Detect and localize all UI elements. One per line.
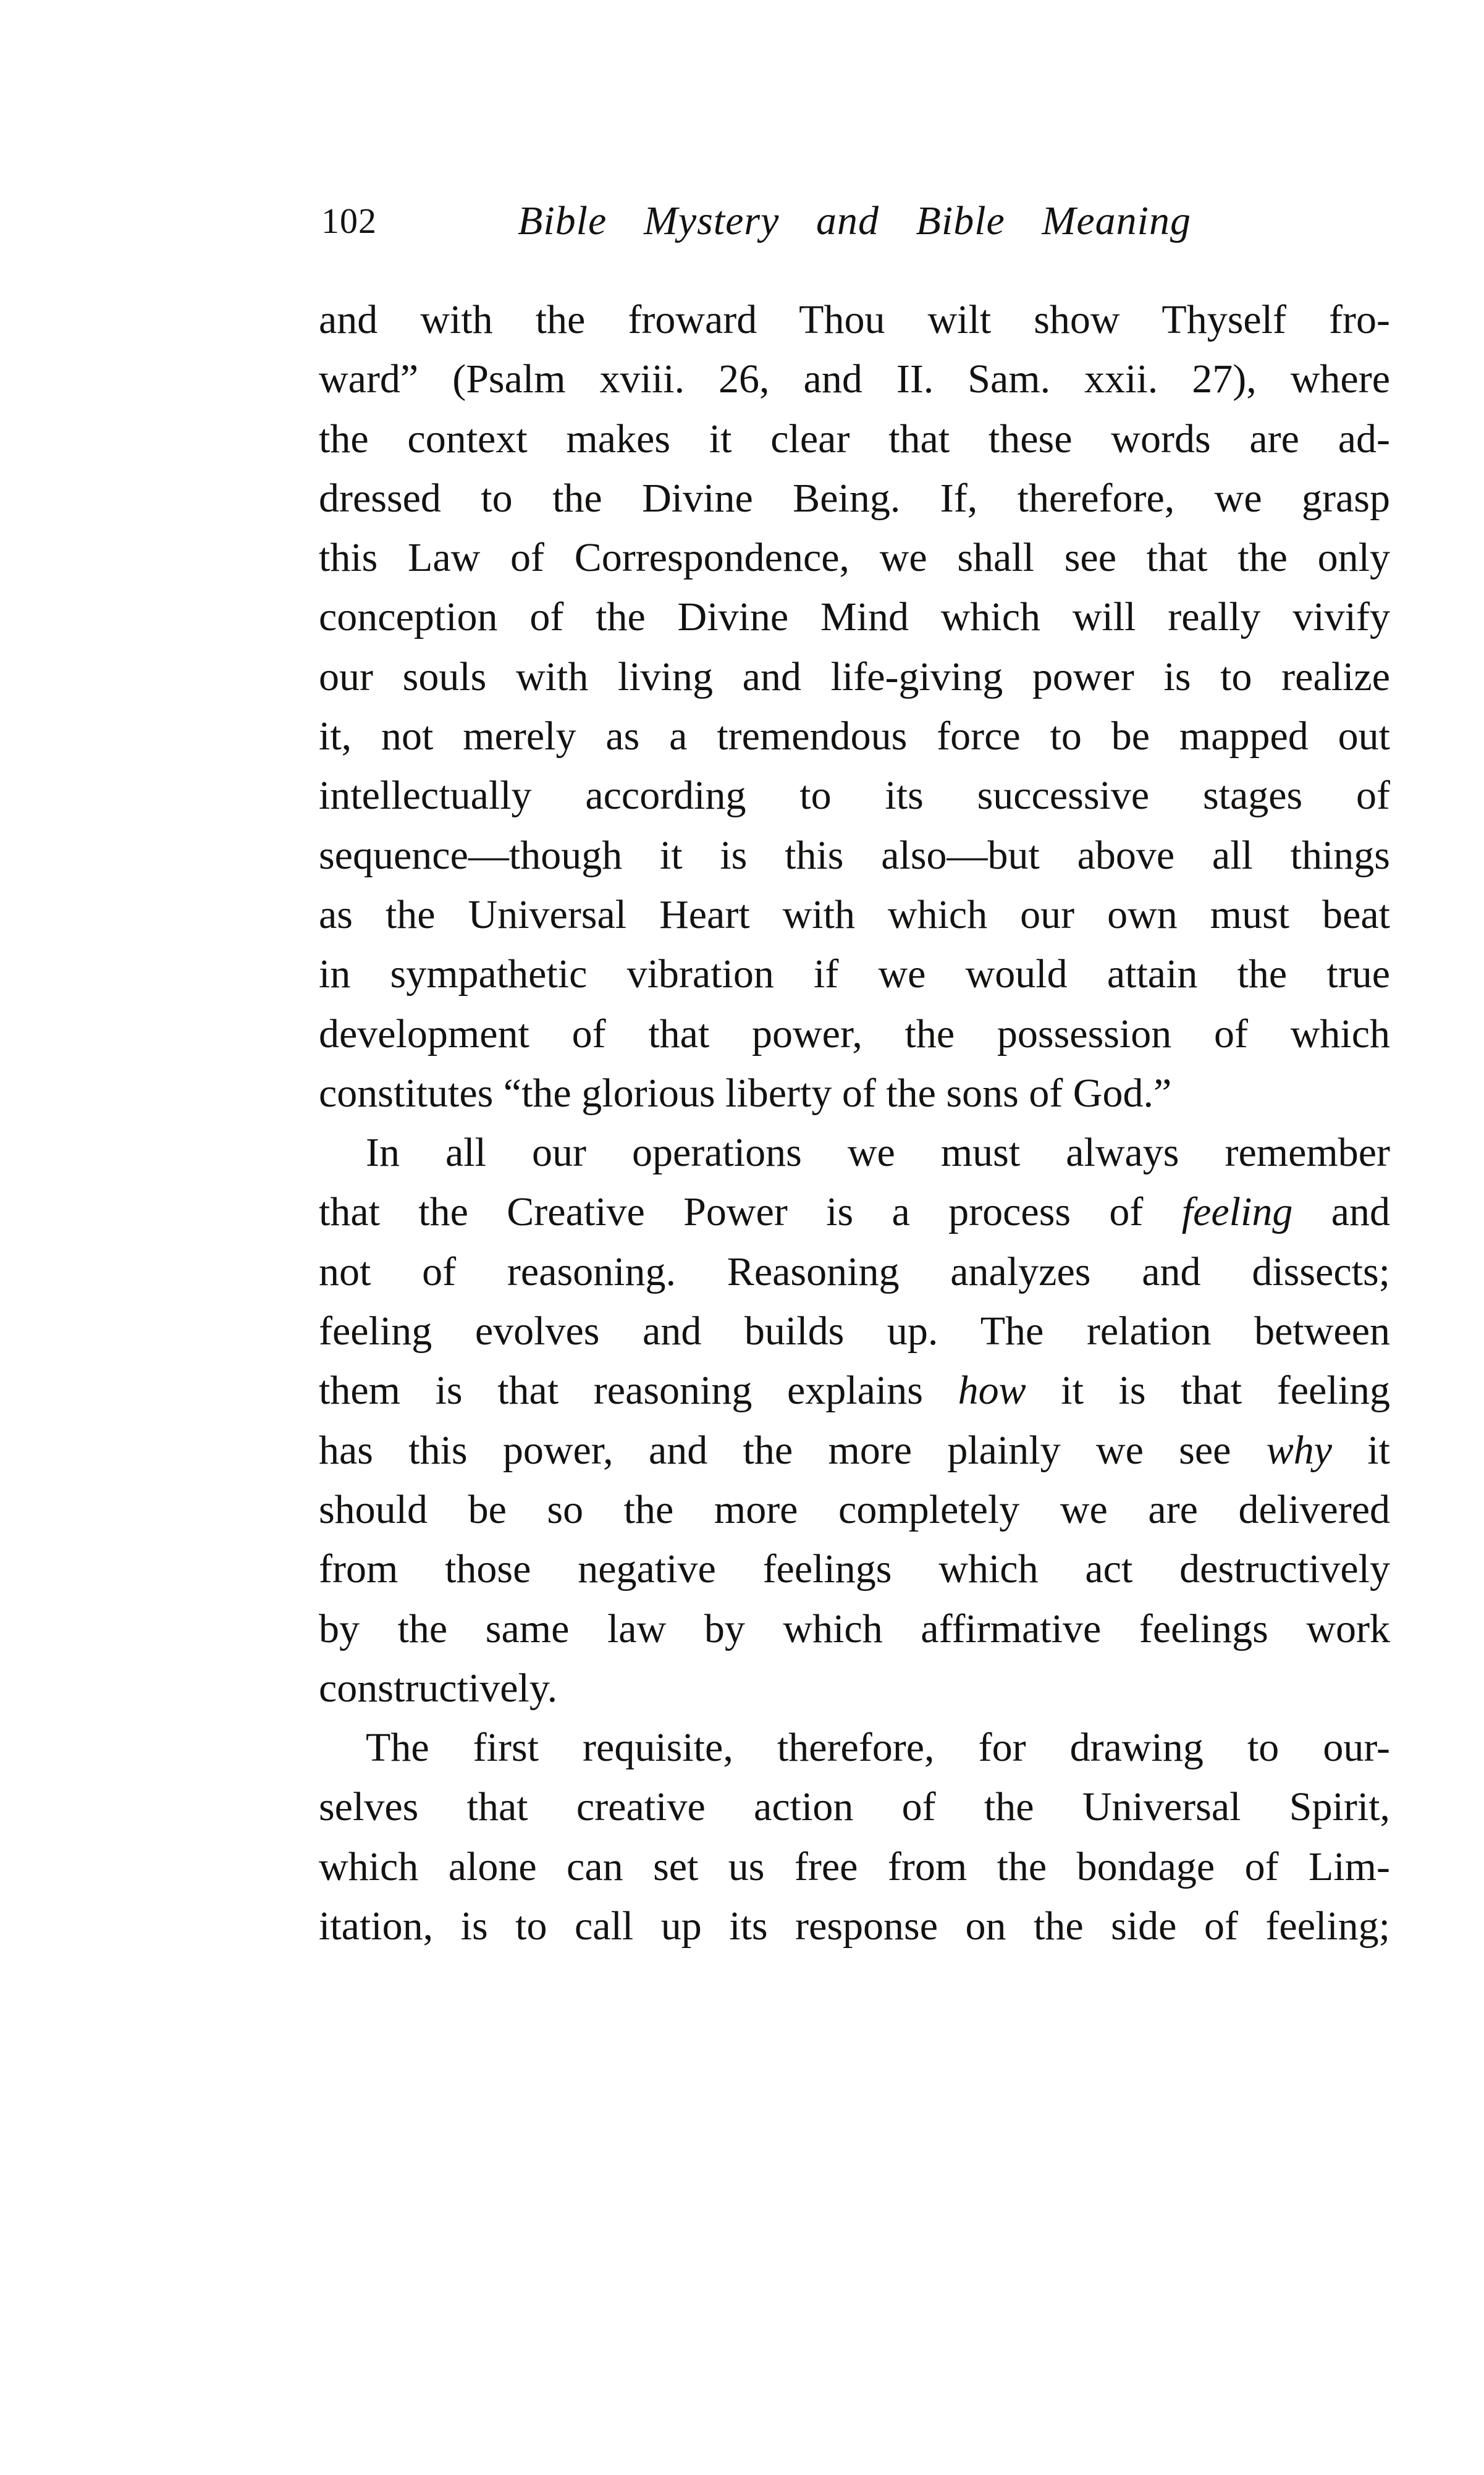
text-line: has this power, and the more plainly we see why it — [319, 1427, 1390, 1473]
text-line: which alone can set us free from the bondage of Lim- — [319, 1844, 1390, 1889]
text-line: constitutes “the glorious liberty of the sons of God.” — [319, 1070, 1172, 1116]
text-line: not of reasoning. Reasoning analyzes and dissects; — [319, 1249, 1390, 1294]
text-line: itation, is to call up its response on the side of feeling; — [319, 1904, 1390, 1949]
text-line: feeling evolves and builds up. The relation between — [319, 1309, 1390, 1354]
text-line: development of that power, the possession of which — [319, 1011, 1390, 1056]
text-line: ward” (Psalm xviii. 26, and II. Sam. xxii. 27), where — [319, 356, 1390, 402]
text-line: it, not merely as a tremendous force to be mapped out — [319, 714, 1390, 759]
text-line: in sympathetic vibration if we would attain the true — [319, 951, 1390, 997]
text-line: selves that creative action of the Universal Spirit, — [319, 1784, 1390, 1830]
text-line: conception of the Divine Mind which will really vivify — [319, 594, 1390, 640]
running-title: Bible Mystery and Bible Meaning — [518, 198, 1191, 243]
text-line: should be so the more completely we are delivered — [319, 1486, 1390, 1532]
text-line: sequence—though it is this also—but above all things — [319, 832, 1390, 878]
page-number: 102 — [321, 201, 377, 241]
emphasis: why — [1266, 1427, 1333, 1473]
text-line: that the Creative Power is a process of feeling and — [319, 1189, 1390, 1235]
text-line: them is that reasoning explains how it is that feeling — [319, 1368, 1391, 1414]
text-line: intellectually according to its successive stages of — [319, 773, 1390, 819]
text-line: this Law of Correspondence, we shall see that the only — [319, 535, 1390, 581]
text-line: constructively. — [319, 1665, 558, 1711]
text-line: from those negative feelings which act destructively — [319, 1546, 1390, 1592]
text-line-paragraph-start: The first requisite, therefore, for drawing to our- — [366, 1725, 1390, 1771]
text-line: as the Universal Heart with which our own must beat — [319, 892, 1390, 937]
text-line: by the same law by which affirmative feelings work — [319, 1606, 1390, 1651]
emphasis: how — [958, 1368, 1026, 1414]
text-line: our souls with living and life-giving power is to realize — [319, 654, 1390, 699]
emphasis: feeling — [1181, 1189, 1293, 1235]
text-line: the context makes it clear that these words are ad- — [319, 416, 1390, 462]
text-line: dressed to the Divine Being. If, therefore, we grasp — [319, 475, 1390, 521]
text-line-paragraph-start: In all our operations we must always remember — [366, 1130, 1390, 1176]
body-text — [319, 290, 1390, 1956]
running-head — [319, 196, 1390, 246]
text-line: and with the froward Thou wilt show Thyself fro- — [319, 297, 1390, 342]
